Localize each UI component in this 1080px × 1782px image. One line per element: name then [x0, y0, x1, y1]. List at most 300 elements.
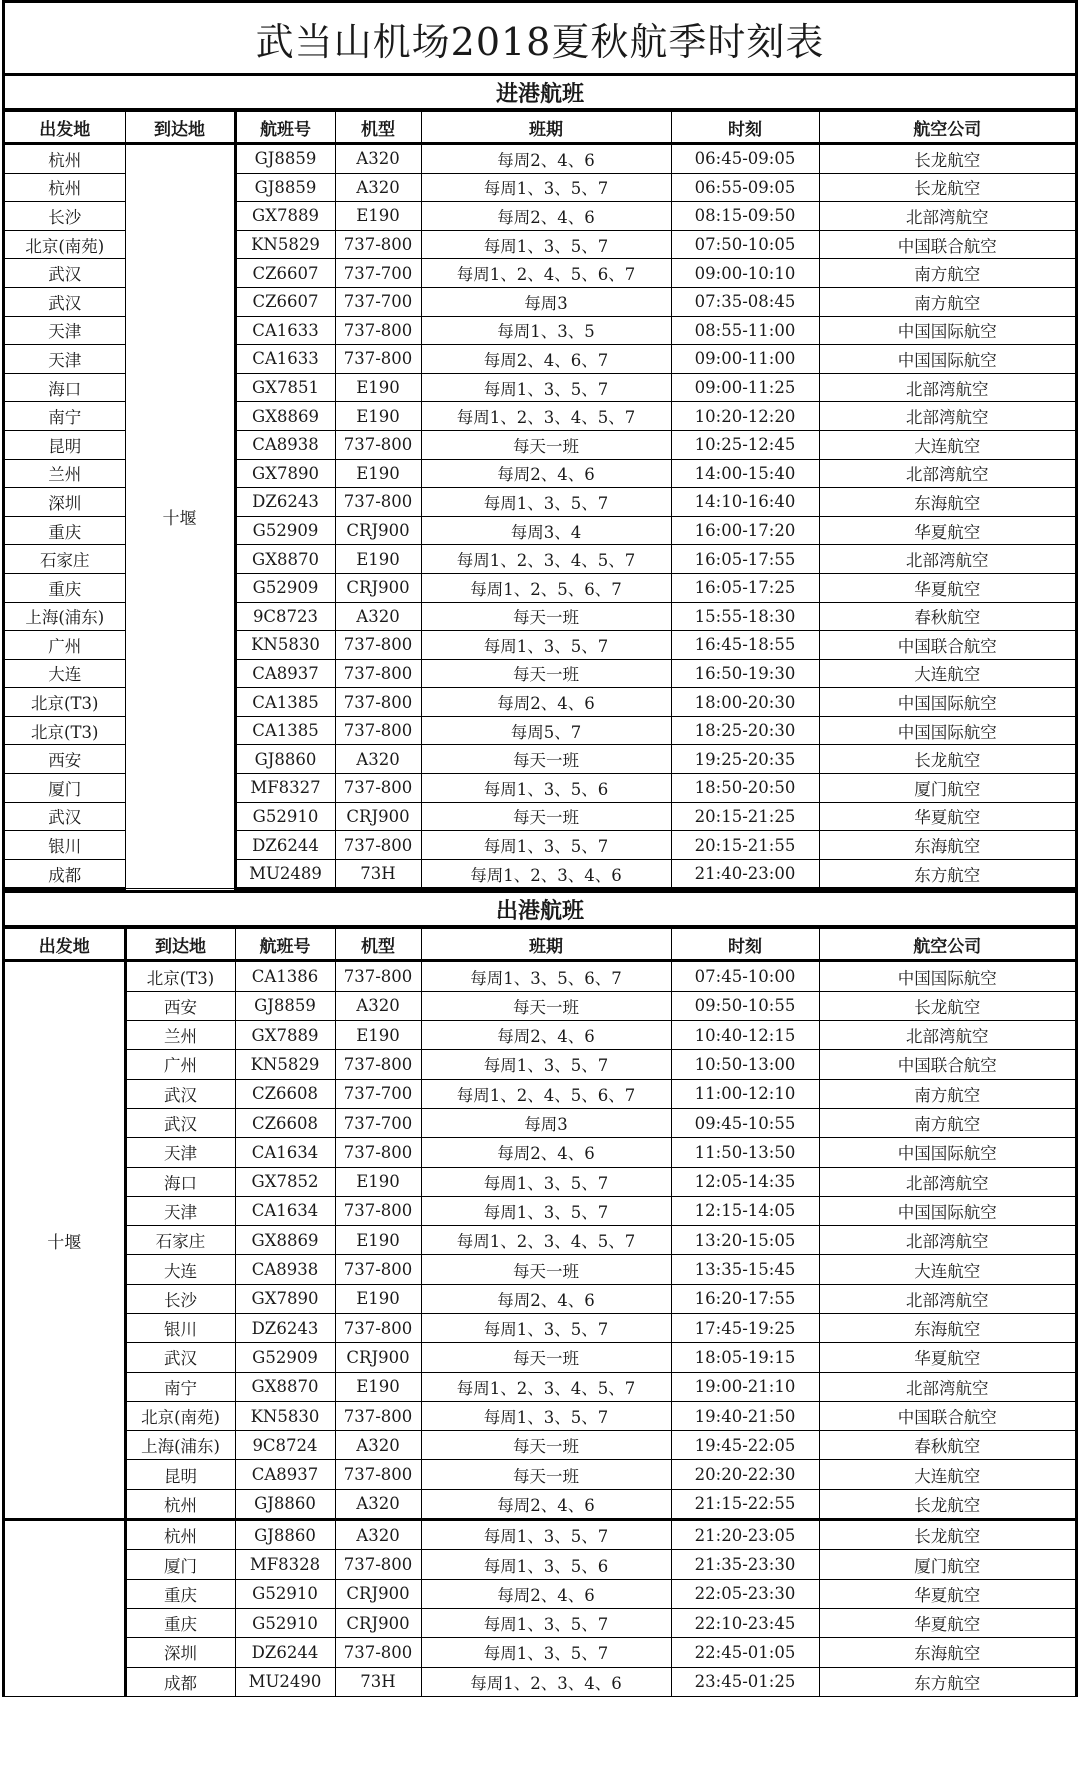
- airline-cell: 北部湾航空: [819, 1284, 1075, 1313]
- flight-number-cell: GX7851: [235, 373, 335, 402]
- time-cell: 12:15-14:05: [671, 1196, 819, 1225]
- aircraft-cell: 737-800: [335, 488, 421, 517]
- aircraft-cell: A320: [335, 1431, 421, 1460]
- airline-cell: 华夏航空: [819, 516, 1075, 545]
- airline-cell: 北部湾航空: [819, 373, 1075, 402]
- aircraft-cell: E190: [335, 1021, 421, 1050]
- arrival-cell: 石家庄: [125, 1226, 235, 1255]
- time-cell: 19:40-21:50: [671, 1401, 819, 1430]
- schedule-days-cell: 每周1、2、3、4、6: [421, 859, 671, 889]
- flight-number-cell: CA1633: [235, 316, 335, 345]
- schedule-days-cell: 每周2、4、6: [421, 1021, 671, 1050]
- flight-number-cell: G52909: [235, 516, 335, 545]
- time-cell: 16:00-17:20: [671, 516, 819, 545]
- flight-number-cell: CA8937: [235, 1460, 335, 1489]
- inbound-rows: [5, 144, 1075, 889]
- aircraft-cell: 737-700: [335, 287, 421, 316]
- time-cell: 11:00-12:10: [671, 1079, 819, 1108]
- aircraft-cell: 737-800: [335, 1638, 421, 1667]
- aircraft-cell: CRJ900: [335, 516, 421, 545]
- arrival-cell: 广州: [125, 1050, 235, 1079]
- aircraft-cell: CRJ900: [335, 1608, 421, 1637]
- table-row: [5, 1608, 1075, 1637]
- schedule-days-cell: 每周2、4、6: [421, 459, 671, 488]
- departure-cell-merged: 十堰: [5, 961, 125, 1520]
- schedule-days-cell: 每周1、2、3、4、6: [421, 1667, 671, 1696]
- airline-cell: 中国国际航空: [819, 345, 1075, 374]
- schedule-days-cell: 每周2、4、6: [421, 688, 671, 717]
- time-cell: 22:05-23:30: [671, 1579, 819, 1608]
- time-cell: 14:10-16:40: [671, 488, 819, 517]
- airline-cell: 东海航空: [819, 831, 1075, 860]
- flight-number-cell: GX8870: [235, 545, 335, 574]
- schedule-days-cell: 每天一班: [421, 745, 671, 774]
- departure-cell: 成都: [5, 859, 125, 889]
- arrival-cell: 昆明: [125, 1460, 235, 1489]
- departure-cell: 北京(南苑): [5, 230, 125, 259]
- airline-cell: 中国国际航空: [819, 1138, 1075, 1167]
- time-cell: 18:25-20:30: [671, 716, 819, 745]
- arrival-cell: 西安: [125, 991, 235, 1020]
- departure-cell: 兰州: [5, 459, 125, 488]
- aircraft-cell: 737-800: [335, 688, 421, 717]
- schedule-days-cell: 每周3: [421, 287, 671, 316]
- aircraft-cell: 73H: [335, 859, 421, 889]
- flight-number-cell: KN5830: [235, 1401, 335, 1430]
- airline-cell: 北部湾航空: [819, 1021, 1075, 1050]
- arrival-cell: 成都: [125, 1667, 235, 1696]
- arrival-cell: 长沙: [125, 1284, 235, 1313]
- table-row: [5, 1520, 1075, 1550]
- departure-cell: 银川: [5, 831, 125, 860]
- flight-number-cell: DZ6243: [235, 1314, 335, 1343]
- outbound-table: [5, 928, 1075, 1696]
- airline-cell: 南方航空: [819, 1079, 1075, 1108]
- flight-number-cell: KN5830: [235, 631, 335, 660]
- schedule-days-cell: 每天一班: [421, 430, 671, 459]
- time-cell: 15:55-18:30: [671, 602, 819, 631]
- departure-cell: 杭州: [5, 144, 125, 174]
- aircraft-cell: 737-800: [335, 1255, 421, 1284]
- time-cell: 16:20-17:55: [671, 1284, 819, 1313]
- schedule-days-cell: 每周2、4、6、7: [421, 345, 671, 374]
- time-cell: 21:35-23:30: [671, 1550, 819, 1579]
- aircraft-cell: 737-800: [335, 430, 421, 459]
- aircraft-cell: A320: [335, 991, 421, 1020]
- col-header-flight: 航班号: [235, 112, 335, 144]
- departure-cell: 天津: [5, 316, 125, 345]
- time-cell: 10:20-12:20: [671, 402, 819, 431]
- aircraft-cell: CRJ900: [335, 1343, 421, 1372]
- time-cell: 18:05-19:15: [671, 1343, 819, 1372]
- flight-number-cell: GX7889: [235, 202, 335, 231]
- inbound-header-row: [5, 112, 1075, 144]
- aircraft-cell: 737-800: [335, 961, 421, 991]
- schedule-days-cell: 每周1、3、5、7: [421, 1050, 671, 1079]
- col-header-flight: 航班号: [235, 929, 335, 961]
- departure-cell: 长沙: [5, 202, 125, 231]
- aircraft-cell: A320: [335, 745, 421, 774]
- departure-cell: 上海(浦东): [5, 602, 125, 631]
- schedule-days-cell: 每天一班: [421, 1460, 671, 1489]
- schedule-days-cell: 每周1、3、5、7: [421, 1314, 671, 1343]
- aircraft-cell: 737-800: [335, 631, 421, 660]
- schedule-days-cell: 每周1、2、3、4、5、7: [421, 545, 671, 574]
- time-cell: 10:40-12:15: [671, 1021, 819, 1050]
- flight-number-cell: DZ6244: [235, 1638, 335, 1667]
- schedule-days-cell: 每天一班: [421, 1343, 671, 1372]
- aircraft-cell: 737-800: [335, 1138, 421, 1167]
- airline-cell: 长龙航空: [819, 1489, 1075, 1519]
- flight-number-cell: CA8937: [235, 659, 335, 688]
- arrival-cell: 上海(浦东): [125, 1431, 235, 1460]
- flight-number-cell: DZ6243: [235, 488, 335, 517]
- arrival-cell: 重庆: [125, 1608, 235, 1637]
- schedule-days-cell: 每周1、3、5、7: [421, 173, 671, 202]
- airline-cell: 厦门航空: [819, 1550, 1075, 1579]
- time-cell: 07:50-10:05: [671, 230, 819, 259]
- schedule-days-cell: 每周1、2、5、6、7: [421, 573, 671, 602]
- airline-cell: 厦门航空: [819, 774, 1075, 803]
- departure-cell: 北京(T3): [5, 716, 125, 745]
- time-cell: 10:25-12:45: [671, 430, 819, 459]
- col-header-days: 班期: [421, 112, 671, 144]
- flight-number-cell: GJ8860: [235, 1489, 335, 1519]
- arrival-cell-merged: 十堰: [125, 144, 235, 889]
- time-cell: 22:10-23:45: [671, 1608, 819, 1637]
- arrival-cell: 天津: [125, 1138, 235, 1167]
- aircraft-cell: A320: [335, 602, 421, 631]
- airline-cell: 大连航空: [819, 1255, 1075, 1284]
- airline-cell: 华夏航空: [819, 573, 1075, 602]
- table-row: [5, 1460, 1075, 1489]
- time-cell: 14:00-15:40: [671, 459, 819, 488]
- time-cell: 20:20-22:30: [671, 1460, 819, 1489]
- airline-cell: 中国国际航空: [819, 688, 1075, 717]
- aircraft-cell: E190: [335, 202, 421, 231]
- departure-cell: 北京(T3): [5, 688, 125, 717]
- arrival-cell: 天津: [125, 1196, 235, 1225]
- table-row: [5, 1579, 1075, 1608]
- airline-cell: 春秋航空: [819, 602, 1075, 631]
- time-cell: 11:50-13:50: [671, 1138, 819, 1167]
- flight-number-cell: CZ6607: [235, 287, 335, 316]
- flight-number-cell: GJ8859: [235, 173, 335, 202]
- table-row: [5, 1314, 1075, 1343]
- airline-cell: 北部湾航空: [819, 1226, 1075, 1255]
- time-cell: 13:20-15:05: [671, 1226, 819, 1255]
- schedule-days-cell: 每周1、3、5、7: [421, 1196, 671, 1225]
- table-row: [5, 991, 1075, 1020]
- flight-number-cell: CA1386: [235, 961, 335, 991]
- time-cell: 22:45-01:05: [671, 1638, 819, 1667]
- col-header-aircraft: 机型: [335, 112, 421, 144]
- table-row: [5, 1108, 1075, 1137]
- departure-cell: 西安: [5, 745, 125, 774]
- table-row: [5, 1079, 1075, 1108]
- time-cell: 07:45-10:00: [671, 961, 819, 991]
- flight-number-cell: MU2489: [235, 859, 335, 889]
- schedule-days-cell: 每周2、4、6: [421, 1579, 671, 1608]
- airline-cell: 春秋航空: [819, 1431, 1075, 1460]
- aircraft-cell: CRJ900: [335, 573, 421, 602]
- time-cell: 08:55-11:00: [671, 316, 819, 345]
- schedule-days-cell: 每周1、3、5: [421, 316, 671, 345]
- table-row: [5, 1372, 1075, 1401]
- flight-number-cell: CZ6608: [235, 1079, 335, 1108]
- airline-cell: 北部湾航空: [819, 402, 1075, 431]
- airline-cell: 长龙航空: [819, 991, 1075, 1020]
- aircraft-cell: E190: [335, 1226, 421, 1255]
- airline-cell: 中国国际航空: [819, 716, 1075, 745]
- departure-cell: 重庆: [5, 516, 125, 545]
- aircraft-cell: 737-800: [335, 774, 421, 803]
- time-cell: 09:50-10:55: [671, 991, 819, 1020]
- table-row: [5, 1343, 1075, 1372]
- schedule-days-cell: 每周1、2、3、4、5、7: [421, 1372, 671, 1401]
- flight-number-cell: GX8869: [235, 1226, 335, 1255]
- departure-cell: 昆明: [5, 430, 125, 459]
- departure-cell: 海口: [5, 373, 125, 402]
- flight-number-cell: DZ6244: [235, 831, 335, 860]
- time-cell: 09:00-11:25: [671, 373, 819, 402]
- aircraft-cell: 737-800: [335, 831, 421, 860]
- time-cell: 18:50-20:50: [671, 774, 819, 803]
- time-cell: 21:20-23:05: [671, 1520, 819, 1550]
- time-cell: 19:45-22:05: [671, 1431, 819, 1460]
- time-cell: 08:15-09:50: [671, 202, 819, 231]
- flight-number-cell: MF8327: [235, 774, 335, 803]
- schedule-days-cell: 每天一班: [421, 1431, 671, 1460]
- airline-cell: 南方航空: [819, 1108, 1075, 1137]
- aircraft-cell: 737-800: [335, 1050, 421, 1079]
- arrival-cell: 厦门: [125, 1550, 235, 1579]
- table-row: [5, 1284, 1075, 1313]
- airline-cell: 华夏航空: [819, 802, 1075, 831]
- section-heading-inbound: 进港航班: [5, 76, 1075, 111]
- table-row: [5, 1550, 1075, 1579]
- col-header-arrival: 到达地: [125, 112, 235, 144]
- time-cell: 16:50-19:30: [671, 659, 819, 688]
- time-cell: 16:05-17:25: [671, 573, 819, 602]
- col-header-days: 班期: [421, 929, 671, 961]
- table-row: [5, 1401, 1075, 1430]
- airline-cell: 大连航空: [819, 430, 1075, 459]
- airline-cell: 华夏航空: [819, 1579, 1075, 1608]
- table-row: [5, 144, 1075, 174]
- airline-cell: 中国联合航空: [819, 1050, 1075, 1079]
- airline-cell: 北部湾航空: [819, 459, 1075, 488]
- airline-cell: 中国联合航空: [819, 1401, 1075, 1430]
- schedule-days-cell: 每周1、2、3、4、5、7: [421, 1226, 671, 1255]
- table-row: [5, 1196, 1075, 1225]
- table-row: [5, 1667, 1075, 1696]
- flight-number-cell: GJ8860: [235, 1520, 335, 1550]
- aircraft-cell: 737-800: [335, 1550, 421, 1579]
- departure-cell: 天津: [5, 345, 125, 374]
- arrival-cell: 北京(南苑): [125, 1401, 235, 1430]
- airline-cell: 中国国际航空: [819, 961, 1075, 991]
- time-cell: 16:05-17:55: [671, 545, 819, 574]
- aircraft-cell: 737-800: [335, 1196, 421, 1225]
- arrival-cell: 杭州: [125, 1489, 235, 1519]
- flight-number-cell: GX8870: [235, 1372, 335, 1401]
- aircraft-cell: E190: [335, 1284, 421, 1313]
- flight-number-cell: GX7889: [235, 1021, 335, 1050]
- time-cell: 19:25-20:35: [671, 745, 819, 774]
- outbound-header-row: [5, 929, 1075, 961]
- section-heading-outbound: 出港航班: [5, 890, 1075, 928]
- departure-cell: 武汉: [5, 259, 125, 288]
- aircraft-cell: A320: [335, 173, 421, 202]
- aircraft-cell: 737-800: [335, 1460, 421, 1489]
- flight-number-cell: CA1634: [235, 1138, 335, 1167]
- airline-cell: 东海航空: [819, 1314, 1075, 1343]
- table-row: [5, 1638, 1075, 1667]
- airline-cell: 北部湾航空: [819, 545, 1075, 574]
- airline-cell: 北部湾航空: [819, 1167, 1075, 1196]
- schedule-days-cell: 每周1、3、5、7: [421, 631, 671, 660]
- arrival-cell: 武汉: [125, 1343, 235, 1372]
- time-cell: 20:15-21:55: [671, 831, 819, 860]
- airline-cell: 中国国际航空: [819, 316, 1075, 345]
- arrival-cell: 银川: [125, 1314, 235, 1343]
- schedule-days-cell: 每天一班: [421, 602, 671, 631]
- aircraft-cell: E190: [335, 545, 421, 574]
- arrival-cell: 武汉: [125, 1079, 235, 1108]
- flight-number-cell: 9C8724: [235, 1431, 335, 1460]
- arrival-cell: 大连: [125, 1255, 235, 1284]
- arrival-cell: 杭州: [125, 1520, 235, 1550]
- time-cell: 18:00-20:30: [671, 688, 819, 717]
- flight-number-cell: G52910: [235, 1608, 335, 1637]
- airline-cell: 南方航空: [819, 287, 1075, 316]
- departure-cell: 武汉: [5, 802, 125, 831]
- aircraft-cell: 737-700: [335, 1108, 421, 1137]
- airline-cell: 长龙航空: [819, 144, 1075, 174]
- col-header-departure: 出发地: [5, 929, 125, 961]
- flight-number-cell: GX8869: [235, 402, 335, 431]
- flight-number-cell: G52909: [235, 1343, 335, 1372]
- aircraft-cell: 737-800: [335, 230, 421, 259]
- time-cell: 23:45-01:25: [671, 1667, 819, 1696]
- aircraft-cell: 737-700: [335, 1079, 421, 1108]
- schedule-days-cell: 每周5、7: [421, 716, 671, 745]
- aircraft-cell: 737-800: [335, 1314, 421, 1343]
- schedule-days-cell: 每周2、4、6: [421, 1138, 671, 1167]
- flight-number-cell: GX7890: [235, 459, 335, 488]
- arrival-cell: 武汉: [125, 1108, 235, 1137]
- flight-number-cell: 9C8723: [235, 602, 335, 631]
- schedule-days-cell: 每周1、3、5、7: [421, 1638, 671, 1667]
- time-cell: 07:35-08:45: [671, 287, 819, 316]
- departure-cell: 深圳: [5, 488, 125, 517]
- flight-number-cell: CZ6608: [235, 1108, 335, 1137]
- schedule-days-cell: 每周2、4、6: [421, 1284, 671, 1313]
- flight-number-cell: MU2490: [235, 1667, 335, 1696]
- departure-cell: 厦门: [5, 774, 125, 803]
- schedule-days-cell: 每周1、2、4、5、6、7: [421, 259, 671, 288]
- time-cell: 09:00-10:10: [671, 259, 819, 288]
- outbound-rows: [5, 961, 1075, 1696]
- airline-cell: 大连航空: [819, 1460, 1075, 1489]
- inbound-table: [5, 111, 1075, 890]
- flight-number-cell: CA8938: [235, 430, 335, 459]
- airline-cell: 长龙航空: [819, 745, 1075, 774]
- aircraft-cell: A320: [335, 1489, 421, 1519]
- time-cell: 06:55-09:05: [671, 173, 819, 202]
- schedule-days-cell: 每周1、2、3、4、5、7: [421, 402, 671, 431]
- aircraft-cell: E190: [335, 402, 421, 431]
- aircraft-cell: 737-800: [335, 716, 421, 745]
- airline-cell: 东方航空: [819, 859, 1075, 889]
- aircraft-cell: A320: [335, 1520, 421, 1550]
- schedule-days-cell: 每周1、3、5、7: [421, 1167, 671, 1196]
- flight-number-cell: CA1634: [235, 1196, 335, 1225]
- col-header-departure: 出发地: [5, 112, 125, 144]
- flight-number-cell: G52910: [235, 1579, 335, 1608]
- aircraft-cell: E190: [335, 1372, 421, 1401]
- table-row: [5, 1138, 1075, 1167]
- time-cell: 21:15-22:55: [671, 1489, 819, 1519]
- departure-cell: 武汉: [5, 287, 125, 316]
- time-cell: 06:45-09:05: [671, 144, 819, 174]
- arrival-cell: 海口: [125, 1167, 235, 1196]
- flight-number-cell: GJ8859: [235, 144, 335, 174]
- departure-cell: 大连: [5, 659, 125, 688]
- airline-cell: 长龙航空: [819, 173, 1075, 202]
- table-row: [5, 961, 1075, 991]
- departure-cell: 广州: [5, 631, 125, 660]
- col-header-time: 时刻: [671, 929, 819, 961]
- schedule-days-cell: 每天一班: [421, 991, 671, 1020]
- schedule-days-cell: 每周1、3、5、7: [421, 1520, 671, 1550]
- table-row: [5, 1050, 1075, 1079]
- schedule-days-cell: 每周2、4、6: [421, 144, 671, 174]
- schedule-days-cell: 每周1、3、5、6: [421, 1550, 671, 1579]
- schedule-days-cell: 每周1、3、5、6: [421, 774, 671, 803]
- time-cell: 13:35-15:45: [671, 1255, 819, 1284]
- arrival-cell: 深圳: [125, 1638, 235, 1667]
- col-header-time: 时刻: [671, 112, 819, 144]
- flight-number-cell: KN5829: [235, 1050, 335, 1079]
- table-row: [5, 1255, 1075, 1284]
- schedule-days-cell: 每周2、4、6: [421, 202, 671, 231]
- flight-number-cell: GJ8859: [235, 991, 335, 1020]
- airline-cell: 南方航空: [819, 259, 1075, 288]
- airline-cell: 中国联合航空: [819, 631, 1075, 660]
- aircraft-cell: 737-800: [335, 345, 421, 374]
- airline-cell: 东海航空: [819, 1638, 1075, 1667]
- table-row: [5, 1167, 1075, 1196]
- airline-cell: 东方航空: [819, 1667, 1075, 1696]
- schedule-days-cell: 每周1、3、5、7: [421, 1608, 671, 1637]
- flight-number-cell: CA8938: [235, 1255, 335, 1284]
- aircraft-cell: 737-800: [335, 659, 421, 688]
- arrival-cell: 北京(T3): [125, 961, 235, 991]
- flight-number-cell: G52910: [235, 802, 335, 831]
- aircraft-cell: 737-800: [335, 316, 421, 345]
- departure-cell: 重庆: [5, 573, 125, 602]
- time-cell: 10:50-13:00: [671, 1050, 819, 1079]
- table-row: [5, 1226, 1075, 1255]
- departure-cell-merged-continued: [5, 1520, 125, 1697]
- time-cell: 17:45-19:25: [671, 1314, 819, 1343]
- time-cell: 12:05-14:35: [671, 1167, 819, 1196]
- flight-number-cell: GX7890: [235, 1284, 335, 1313]
- flight-number-cell: MF8328: [235, 1550, 335, 1579]
- flight-number-cell: CA1385: [235, 688, 335, 717]
